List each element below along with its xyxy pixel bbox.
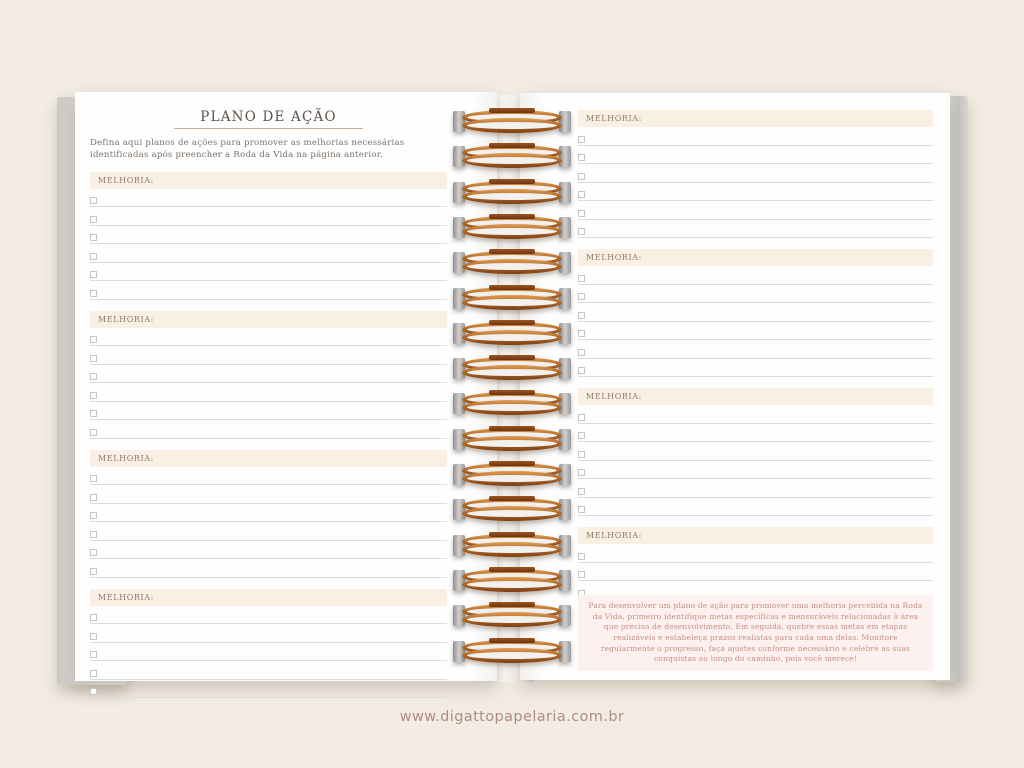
entry-line <box>578 405 933 424</box>
section-header <box>578 110 933 127</box>
left-sections <box>90 172 447 699</box>
section-label: MELHORIA: <box>586 392 642 401</box>
entry-line <box>578 201 933 220</box>
checkbox-icon <box>578 275 585 282</box>
coil-crossbar <box>489 108 535 113</box>
checkbox-icon <box>578 432 585 439</box>
coil-punch-right <box>559 182 571 203</box>
entry-line <box>90 263 447 282</box>
coil-punch-right <box>559 323 571 344</box>
section-label: MELHORIA: <box>98 314 154 324</box>
checkbox-icon <box>578 349 585 356</box>
melhoria-section <box>578 110 933 238</box>
checkbox-icon <box>90 475 97 482</box>
coil-crossbar <box>489 638 535 643</box>
checkbox-icon <box>578 553 585 560</box>
coil-crossbar <box>489 179 535 184</box>
coil-crossbar <box>489 426 535 431</box>
coil-wire <box>462 648 562 663</box>
entry-line <box>90 328 447 347</box>
spiral-coil <box>453 603 571 629</box>
coil-wire <box>462 365 562 380</box>
checkbox-icon <box>90 336 97 343</box>
checkbox-icon <box>578 330 585 337</box>
coil-crossbar <box>489 285 535 290</box>
entry-lines <box>90 467 447 578</box>
coil-crossbar <box>489 355 535 360</box>
entry-line <box>578 479 933 498</box>
coil-punch-right <box>559 358 571 379</box>
entry-line <box>578 322 933 341</box>
coil-punch-left <box>453 570 465 591</box>
section-header <box>90 589 447 606</box>
coil-wire <box>462 506 562 521</box>
coil-crossbar <box>489 214 535 219</box>
coil-punch-right <box>559 252 571 273</box>
coil-wire <box>462 153 562 168</box>
coil-wire <box>462 189 562 204</box>
coil-punch-left <box>453 111 465 132</box>
coil-punch-right <box>559 429 571 450</box>
checkbox-icon <box>90 392 97 399</box>
coil-punch-right <box>559 570 571 591</box>
entry-lines <box>90 606 447 699</box>
entry-line <box>90 207 447 226</box>
entry-line <box>578 424 933 443</box>
entry-line <box>90 346 447 365</box>
intro-text: Defina aqui planos de ações para promover as melhorias necessárias identificadas após preencher a Roda da Vida na página anterior. <box>90 138 405 161</box>
checkbox-icon <box>90 197 97 204</box>
melhoria-section <box>90 172 447 300</box>
checkbox-icon <box>90 216 97 223</box>
spiral-coil <box>453 321 571 347</box>
coil-wire <box>462 224 562 239</box>
coil-punch-right <box>559 605 571 626</box>
checkbox-icon <box>578 136 585 143</box>
checkbox-icon <box>578 414 585 421</box>
checkbox-icon <box>578 312 585 319</box>
entry-line <box>90 189 447 208</box>
coil-wire <box>462 400 562 415</box>
entry-line <box>578 359 933 378</box>
checkbox-icon <box>90 234 97 241</box>
entry-line <box>578 127 933 146</box>
section-header <box>90 172 447 189</box>
checkbox-icon <box>90 568 97 575</box>
website-url: www.digattopapelaria.com.br <box>399 709 625 725</box>
coil-wire <box>462 118 562 133</box>
spiral-coil <box>453 462 571 488</box>
section-label: MELHORIA: <box>98 175 154 185</box>
checkbox-icon <box>90 512 97 519</box>
coil-punch-right <box>559 641 571 662</box>
coil-punch-left <box>453 641 465 662</box>
checkbox-icon <box>578 293 585 300</box>
checkbox-icon <box>90 290 97 297</box>
checkbox-icon <box>90 271 97 278</box>
entry-lines <box>578 405 933 516</box>
entry-line <box>578 285 933 304</box>
entry-line <box>90 365 447 384</box>
spiral-coil <box>453 391 571 417</box>
spiral-coil <box>453 356 571 382</box>
right-page <box>520 93 950 680</box>
checkbox-icon <box>578 210 585 217</box>
coil-crossbar <box>489 320 535 325</box>
coil-punch-right <box>559 288 571 309</box>
section-header <box>578 249 933 266</box>
checkbox-icon <box>578 228 585 235</box>
coil-wire <box>462 330 562 345</box>
checkbox-icon <box>578 488 585 495</box>
melhoria-section <box>90 450 447 578</box>
checkbox-icon <box>578 173 585 180</box>
spiral-coil <box>453 286 571 312</box>
spiral-coil <box>453 533 571 559</box>
spiral-coil <box>453 497 571 523</box>
coil-punch-right <box>559 535 571 556</box>
melhoria-section <box>578 388 933 516</box>
entry-line <box>578 183 933 202</box>
coil-wire <box>462 259 562 274</box>
coil-wire <box>462 612 562 627</box>
coil-crossbar <box>489 249 535 254</box>
checkbox-icon <box>90 494 97 501</box>
coil-punch-left <box>453 217 465 238</box>
melhoria-section <box>578 249 933 377</box>
entry-line <box>578 266 933 285</box>
coil-crossbar <box>489 567 535 572</box>
entry-line <box>578 340 933 359</box>
spiral-coil <box>453 639 571 665</box>
checkbox-icon <box>578 506 585 513</box>
entry-line <box>578 164 933 183</box>
coil-punch-left <box>453 182 465 203</box>
coil-punch-left <box>453 464 465 485</box>
right-sections <box>578 110 933 637</box>
checkbox-icon <box>90 355 97 362</box>
coil-punch-left <box>453 429 465 450</box>
coil-crossbar <box>489 532 535 537</box>
section-label: MELHORIA: <box>98 592 154 602</box>
entry-line <box>90 467 447 486</box>
coil-punch-right <box>559 499 571 520</box>
entry-line <box>578 461 933 480</box>
coil-wire <box>462 436 562 451</box>
title-block <box>90 106 447 129</box>
spiral-coil <box>453 427 571 453</box>
spiral-coil <box>453 180 571 206</box>
coil-wire <box>462 471 562 486</box>
checkbox-icon <box>578 571 585 578</box>
left-page <box>75 92 497 681</box>
checkbox-icon <box>578 154 585 161</box>
checkbox-icon <box>90 670 97 677</box>
coil-wire <box>462 542 562 557</box>
checkbox-icon <box>90 651 97 658</box>
entry-line <box>90 485 447 504</box>
spiral-coil <box>453 250 571 276</box>
entry-line <box>90 559 447 578</box>
section-label: MELHORIA: <box>586 253 642 262</box>
checkbox-icon <box>90 614 97 621</box>
checkbox-icon <box>578 191 585 198</box>
coil-crossbar <box>489 461 535 466</box>
spiral-coil <box>453 144 571 170</box>
coil-punch-left <box>453 535 465 556</box>
melhoria-section <box>90 589 447 699</box>
checkbox-icon <box>578 451 585 458</box>
checkbox-icon <box>90 373 97 380</box>
entry-line <box>578 442 933 461</box>
coil-wire <box>462 295 562 310</box>
page-title: PLANO DE AÇÃO <box>174 109 362 129</box>
checkbox-icon <box>90 429 97 436</box>
coil-punch-right <box>559 217 571 238</box>
coil-punch-left <box>453 323 465 344</box>
coil-punch-right <box>559 111 571 132</box>
section-label: MELHORIA: <box>586 114 642 123</box>
entry-line <box>578 146 933 165</box>
entry-line <box>90 522 447 541</box>
entry-lines <box>578 266 933 377</box>
section-label: MELHORIA: <box>586 531 642 540</box>
checkbox-icon <box>578 367 585 374</box>
section-header <box>578 527 933 544</box>
section-header <box>578 388 933 405</box>
entry-line <box>90 226 447 245</box>
entry-lines <box>90 189 447 300</box>
coil-punch-left <box>453 288 465 309</box>
entry-line <box>90 541 447 560</box>
melhoria-section <box>90 311 447 439</box>
spiral-coil <box>453 215 571 241</box>
entry-line <box>90 244 447 263</box>
entry-line <box>578 303 933 322</box>
entry-line <box>90 680 447 699</box>
entry-line <box>578 498 933 517</box>
entry-line <box>90 504 447 523</box>
checkbox-icon <box>90 410 97 417</box>
entry-line <box>578 544 933 563</box>
spiral-coil <box>453 109 571 135</box>
coil-punch-right <box>559 146 571 167</box>
entry-lines <box>578 127 933 238</box>
entry-line <box>90 606 447 625</box>
entry-line <box>90 661 447 680</box>
checkbox-icon <box>90 688 97 695</box>
entry-line <box>90 643 447 662</box>
entry-line <box>578 220 933 239</box>
coil-crossbar <box>489 496 535 501</box>
checkbox-icon <box>578 469 585 476</box>
checkbox-icon <box>90 633 97 640</box>
coil-punch-right <box>559 464 571 485</box>
entry-line <box>90 624 447 643</box>
coil-punch-left <box>453 358 465 379</box>
entry-line <box>90 402 447 421</box>
entry-line <box>90 383 447 402</box>
coil-crossbar <box>489 390 535 395</box>
entry-line <box>90 281 447 300</box>
spiral-coil <box>453 568 571 594</box>
section-label: MELHORIA: <box>98 453 154 463</box>
section-header <box>90 311 447 328</box>
entry-line <box>90 420 447 439</box>
entry-line <box>578 563 933 582</box>
checkbox-icon <box>90 549 97 556</box>
coil-wire <box>462 577 562 592</box>
entry-lines <box>90 328 447 439</box>
coil-punch-right <box>559 393 571 414</box>
footer-note: Para desenvolver um plano de ação para promover uma melhoria percebida na Roda da Vida, primeiro identifique metas específicas e mensuráveis relacionadas à área que precisa de desenvolvimento. Em seguida, quebre essas metas em etapas realizáveis e estabeleça prazos realistas para cada uma delas. Monitore regularmente o progresso, faça ajustes conforme necessário e celebre as suas conquistas ao longo do caminho, pois você merece! <box>578 595 933 671</box>
section-header <box>90 450 447 467</box>
coil-crossbar <box>489 602 535 607</box>
checkbox-icon <box>90 531 97 538</box>
checkbox-icon <box>90 253 97 260</box>
coil-crossbar <box>489 143 535 148</box>
